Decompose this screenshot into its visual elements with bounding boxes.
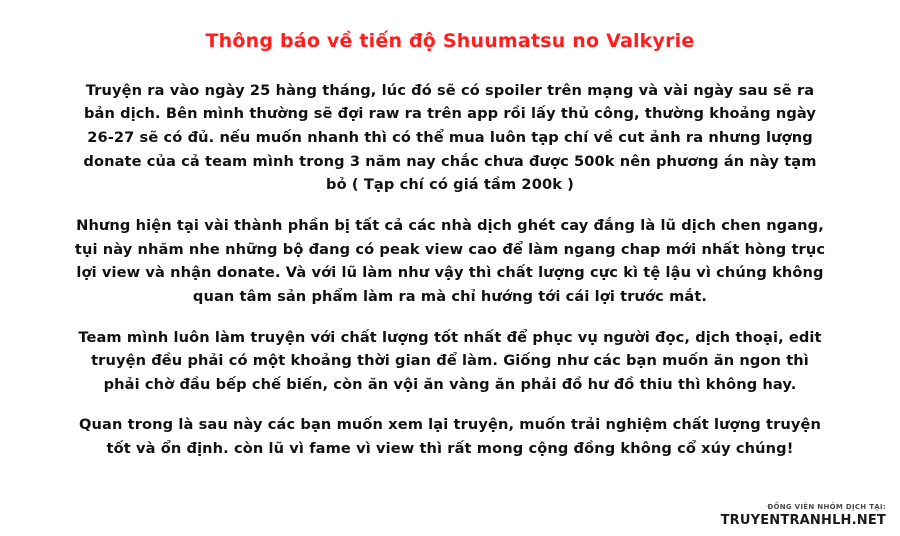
paragraph-1: Truyện ra vào ngày 25 hàng tháng, lúc đó sẽ có spoiler trên mạng và vài ngày sau sẽ ra bản dịch. Bên mình thường sẽ đợi raw ra trên app rồi lấy thủ công, thường khoảng ngày 26-27 sẽ có đủ. nếu muốn nhanh thì có thể mua luôn tạp chí về cut ảnh ra nhưng lượng donate của cả team mình trong 3 năm nay chắc chưa được 500k nên phương án này tạm bỏ ( Tạp chí có giá tầm 200k ) xyxy=(83,81,817,194)
page-title: Thông báo về tiến độ Shuumatsu no Valkyrie xyxy=(205,30,695,52)
paragraph-4: Quan trong là sau này các bạn muốn xem lại truyện, muốn trải nghiệm chất lượng truyện tốt và ổn định. còn lũ vì fame vì view thì rất mong cộng đồng không cổ xúy chúng! xyxy=(79,416,821,458)
paragraph-3: Team mình luôn làm truyện với chất lượng tốt nhất để phục vụ người đọc, dịch thoại, edit truyện đều phải có một khoảng thời gian để làm. Giống như các bạn muốn ăn ngon thì phải chờ đầu bếp chế biến, còn ăn vội ăn vàng ăn phải đồ hư đồ thiu thì không hay. xyxy=(78,328,822,393)
announcement-page xyxy=(0,30,900,536)
paragraph-2: Nhưng hiện tại vài thành phần bị tất cả các nhà dịch ghét cay đắng là lũ dịch chen ngang, tụi này nhăm nhe những bộ đang có peak view cao để làm ngang chap mới nhất hòng trục lợi view và nhận donate. Và với lũ làm như vậy thì chất lượng cực kì tệ lậu vì chúng không quan tâm sản phẩm làm ra mà chỉ hướng tới cái lợi trước mắt. xyxy=(74,217,826,305)
footer-note: ĐỒNG VIÊN NHÓM DỊCH TẠI: xyxy=(767,503,886,511)
footer-watermark xyxy=(721,503,886,528)
announcement-body xyxy=(0,79,900,461)
footer-brand: TRUYENTRANHLH.NET xyxy=(720,513,886,528)
